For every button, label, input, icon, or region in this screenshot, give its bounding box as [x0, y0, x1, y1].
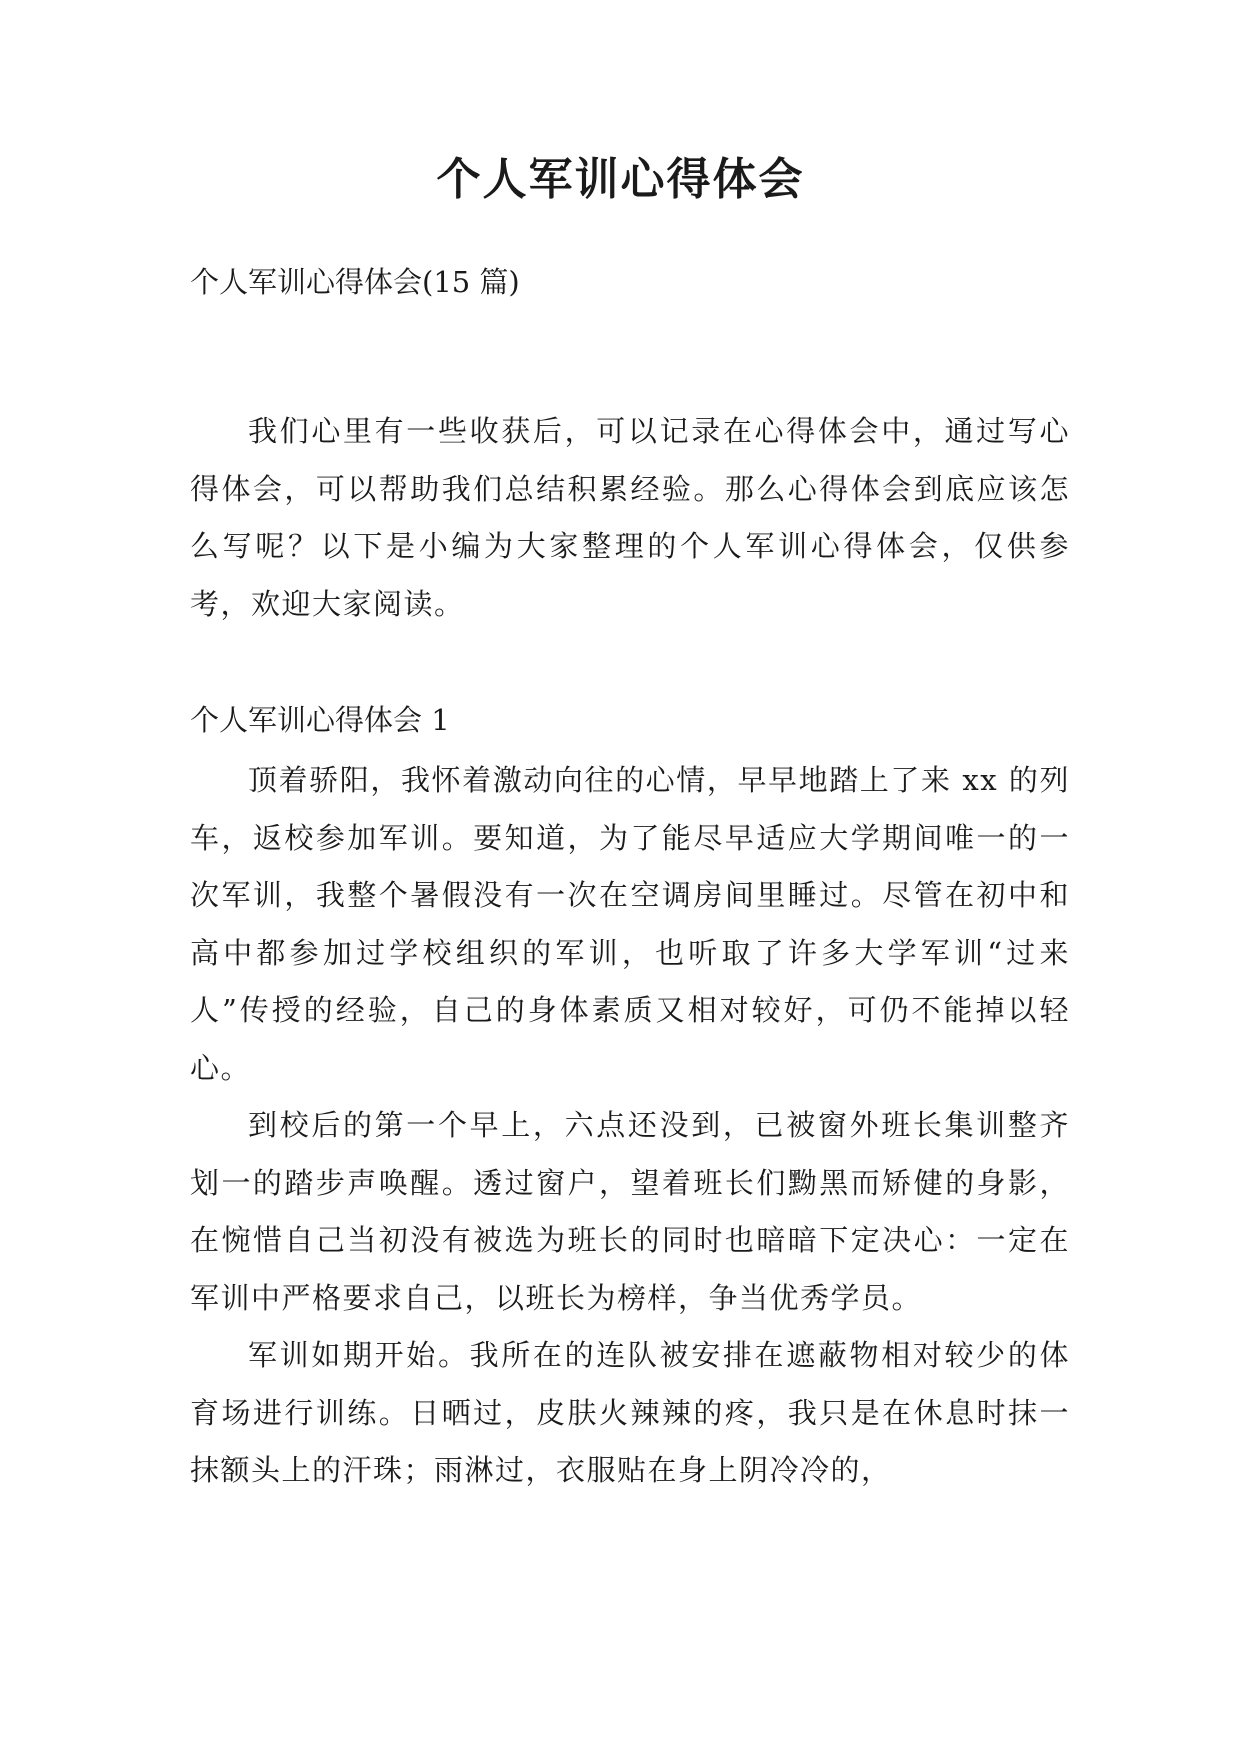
document-subtitle: 个人军训心得体会(15 篇) — [190, 265, 520, 299]
intro-block — [190, 403, 1070, 633]
section-heading: 个人军训心得体会 1 — [190, 703, 450, 737]
paragraph-1: 顶着骄阳，我怀着激动向往的心情，早早地踏上了来 xx 的列车，返校参加军训。要知道，为了能尽早适应大学期间唯一的一次军训，我整个暑假没有一次在空调房间里睡过。尽管在初中和高中都参加过学校组织的军训，也听取了许多大学军训“过来人”传授的经验，自己的身体素质又相对较好，可仍不能掉以轻心。 — [190, 763, 1070, 1085]
body-text — [190, 752, 1070, 1500]
paragraph-3: 军训如期开始。我所在的连队被安排在遮蔽物相对较少的体育场进行训练。日晒过，皮肤火辣辣的疼，我只是在休息时抹一抹额头上的汗珠；雨淋过，衣服贴在身上阴冷冷的， — [190, 1338, 1070, 1487]
intro-paragraph: 我们心里有一些收获后，可以记录在心得体会中，通过写心得体会，可以帮助我们总结积累经验。那么心得体会到底应该怎么写呢？以下是小编为大家整理的个人军训心得体会，仅供参考，欢迎大家阅读。 — [190, 414, 1070, 621]
paragraph-2: 到校后的第一个早上，六点还没到，已被窗外班长集训整齐划一的踏步声唤醒。透过窗户，望着班长们黝黑而矫健的身影，在惋惜自己当初没有被选为班长的同时也暗暗下定决心：一定在军训中严格要求自己，以班长为榜样，争当优秀学员。 — [190, 1108, 1070, 1315]
document-title: 个人军训心得体会 — [436, 154, 805, 205]
